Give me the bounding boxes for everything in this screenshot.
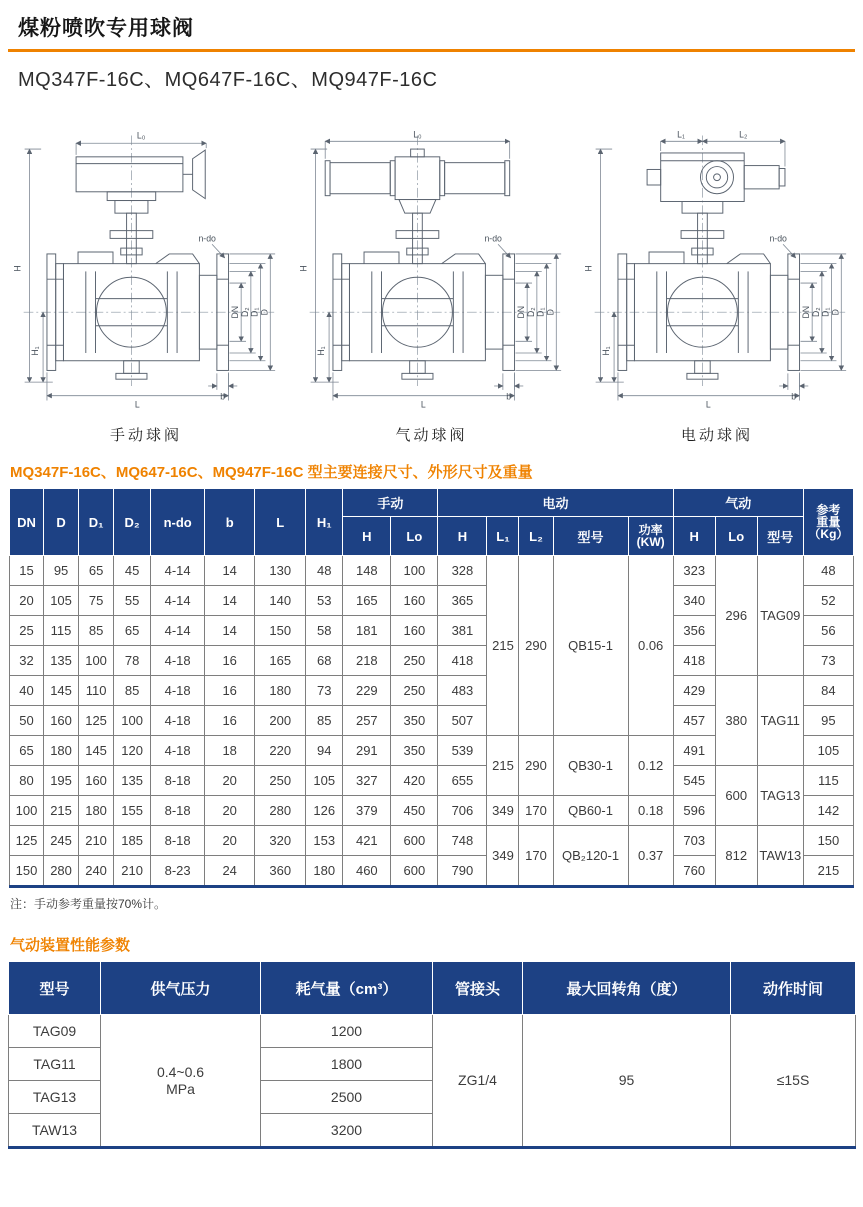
cell-merged: ≤15S	[731, 1015, 856, 1148]
weight-line2: 重量	[816, 515, 841, 529]
cell: 748	[438, 826, 487, 856]
dim-label-l: L	[705, 399, 711, 410]
cell: 15	[10, 556, 44, 586]
cell-merged: 0.06	[628, 556, 673, 736]
cell: 155	[114, 796, 151, 826]
cell: 491	[673, 736, 715, 766]
dim-label-b: b	[791, 391, 797, 402]
cell: 257	[343, 706, 391, 736]
cell: 600	[391, 856, 438, 887]
col-pipe-joint: 管接头	[433, 962, 523, 1015]
cell-merged: 812	[715, 826, 757, 887]
cell: 135	[114, 766, 151, 796]
cell: 210	[114, 856, 151, 887]
cell: 100	[10, 796, 44, 826]
cell: 1800	[261, 1048, 433, 1081]
cell: 16	[205, 676, 255, 706]
cell: 95	[803, 706, 853, 736]
pressure-line1: 0.4~0.6	[156, 1063, 205, 1080]
col-pneumatic-lo: Lo	[715, 517, 757, 556]
cell: 25	[10, 616, 44, 646]
dim-label-d2: D₂	[525, 307, 536, 318]
cell: 65	[114, 616, 151, 646]
cell: 125	[79, 706, 114, 736]
cell: 4-14	[151, 616, 205, 646]
col-d2: D₂	[114, 489, 151, 556]
cell: 48	[306, 556, 343, 586]
cell: 1200	[261, 1015, 433, 1048]
cell: 185	[114, 826, 151, 856]
cell: 100	[391, 556, 438, 586]
col-air-consumption: 耗气量（cm³）	[261, 962, 433, 1015]
table-note: 注：手动参考重量按70%计。	[10, 897, 167, 911]
table-row	[10, 556, 854, 586]
cell: 78	[114, 646, 151, 676]
cell: 215	[44, 796, 79, 826]
dim-label-h1: H₁	[315, 346, 326, 356]
electric-valve-drawing	[581, 118, 853, 419]
cell: 596	[673, 796, 715, 826]
dim-label-l: L	[420, 399, 426, 410]
cell: 105	[803, 736, 853, 766]
cell: 229	[343, 676, 391, 706]
drawing-caption-electric: 电动球阀	[680, 427, 753, 444]
col-pneumatic-h: H	[673, 517, 715, 556]
cell-merged: 215	[487, 556, 519, 736]
cell: 84	[803, 676, 853, 706]
cell: 170	[519, 796, 553, 826]
cell: 421	[343, 826, 391, 856]
cell: 4-18	[151, 676, 205, 706]
cell: 153	[306, 826, 343, 856]
dim-label-d: D	[544, 309, 555, 316]
header-row	[9, 962, 856, 1015]
dim-label-d1: D₁	[535, 307, 546, 317]
dim-label-n-do: n-do	[198, 233, 216, 244]
cell: 280	[255, 796, 306, 826]
pneumatic-valve-drawing	[296, 118, 568, 419]
cell: 32	[10, 646, 44, 676]
cell-merged: 380	[715, 676, 757, 766]
cell: 418	[438, 646, 487, 676]
col-max-rotation: 最大回转角（度）	[523, 962, 731, 1015]
cell: 250	[391, 646, 438, 676]
cell-merged: 0.12	[628, 736, 673, 796]
cell: 220	[255, 736, 306, 766]
weight-line3: （Kg）	[808, 527, 849, 541]
cell: 150	[803, 826, 853, 856]
cell-merged: 215	[487, 736, 519, 796]
weight-line1: 参考	[816, 503, 841, 517]
cell: 8-18	[151, 826, 205, 856]
cell: 85	[114, 676, 151, 706]
cell-merged: 170	[519, 826, 553, 887]
valve-drawings	[8, 92, 855, 449]
cell: 760	[673, 856, 715, 887]
dim-label-h1: H₁	[30, 346, 41, 356]
cell: 0.18	[628, 796, 673, 826]
dim-label-l0: L₀	[136, 130, 146, 141]
cell: 4-18	[151, 736, 205, 766]
cell: 2500	[261, 1081, 433, 1114]
cell-merged: TAW13	[757, 826, 803, 887]
model-subtitle: MQ347F-16C、MQ647F-16C、MQ947F-16C	[18, 69, 438, 91]
cell: 165	[343, 586, 391, 616]
col-manual-h: H	[343, 517, 391, 556]
cell: 218	[343, 646, 391, 676]
dimension-table-header	[10, 489, 854, 556]
cell: 20	[205, 796, 255, 826]
table-row	[10, 676, 854, 706]
cell: 790	[438, 856, 487, 887]
cell: 55	[114, 586, 151, 616]
cell: 545	[673, 766, 715, 796]
figure-pneumatic-valve	[296, 118, 568, 445]
cell: 365	[438, 586, 487, 616]
dim-label-l1: L₁	[677, 129, 685, 140]
cell: 73	[306, 676, 343, 706]
cell: 240	[79, 856, 114, 887]
cell: 24	[205, 856, 255, 887]
cell: 4-18	[151, 646, 205, 676]
cell: 356	[673, 616, 715, 646]
col-electric-l2: L₂	[519, 517, 553, 556]
power-line1: 功率	[638, 523, 663, 537]
cell: 379	[343, 796, 391, 826]
col-electric-power	[628, 517, 673, 556]
pneumatic-table-header	[9, 962, 856, 1015]
cell: 80	[10, 766, 44, 796]
cell: 507	[438, 706, 487, 736]
drawing-caption-pneumatic: 气动球阀	[395, 427, 468, 444]
cell: 327	[343, 766, 391, 796]
pneumatic-table-title: 气动装置性能参数	[10, 937, 131, 954]
cell: 20	[205, 826, 255, 856]
cell: 429	[673, 676, 715, 706]
cell-merged: TAG11	[757, 676, 803, 766]
cell: 68	[306, 646, 343, 676]
col-electric-model: 型号	[553, 517, 628, 556]
col-supply-pressure: 供气压力	[101, 962, 261, 1015]
gearbox-handwheel-icon	[76, 150, 205, 213]
drawing-caption-manual: 手动球阀	[109, 427, 182, 444]
cell: 8-18	[151, 766, 205, 796]
cell: 110	[79, 676, 114, 706]
cell: 360	[255, 856, 306, 887]
table-row	[9, 1015, 856, 1048]
cell-merged: ZG1/4	[433, 1015, 523, 1148]
dim-label-h: H	[583, 265, 594, 272]
dim-label-h1: H₁	[601, 346, 612, 356]
dim-label-b: b	[220, 391, 226, 402]
cell: 457	[673, 706, 715, 736]
pneumatic-performance-table	[8, 961, 856, 1149]
col-electric-h: H	[438, 517, 487, 556]
cell: 460	[343, 856, 391, 887]
cell: 20	[205, 766, 255, 796]
cell: 150	[255, 616, 306, 646]
power-line2: (KW)	[636, 535, 665, 549]
cell: 105	[44, 586, 79, 616]
cell: 381	[438, 616, 487, 646]
cell: TAG13	[9, 1081, 101, 1114]
dim-label-d2: D₂	[239, 307, 250, 318]
cell: 160	[79, 766, 114, 796]
cell: 4-14	[151, 556, 205, 586]
cell: 95	[44, 556, 79, 586]
cell: TAG11	[9, 1048, 101, 1081]
page-title: 煤粉喷吹专用球阀	[18, 17, 194, 40]
cell: 706	[438, 796, 487, 826]
col-pneumatic-model: 型号	[757, 517, 803, 556]
cell: 245	[44, 826, 79, 856]
cell: 323	[673, 556, 715, 586]
col-l: L	[255, 489, 306, 556]
cell: 160	[44, 706, 79, 736]
l1-l2-dimension	[661, 141, 785, 166]
cell: 140	[255, 586, 306, 616]
cell: 52	[803, 586, 853, 616]
cell: 53	[306, 586, 343, 616]
cell-merged: QB₂120-1	[553, 826, 628, 887]
cell: 450	[391, 796, 438, 826]
dimension-table	[9, 488, 854, 888]
accent-rule	[8, 49, 855, 52]
cell: QB60-1	[553, 796, 628, 826]
cell: 4-14	[151, 586, 205, 616]
cell: 539	[438, 736, 487, 766]
cell: 8-18	[151, 796, 205, 826]
cell: 703	[673, 826, 715, 856]
cell: 75	[79, 586, 114, 616]
cell-merged	[101, 1015, 261, 1148]
dim-label-l2: L₂	[739, 129, 748, 140]
cell: 126	[306, 796, 343, 826]
cell: TAW13	[9, 1114, 101, 1148]
dim-label-d1: D₁	[820, 307, 831, 317]
electric-actuator-icon	[647, 153, 785, 213]
dim-label-dn: DN	[801, 305, 812, 319]
cell: 16	[205, 646, 255, 676]
cell: 135	[44, 646, 79, 676]
cell: 148	[343, 556, 391, 586]
cell: 195	[44, 766, 79, 796]
cell: 8-23	[151, 856, 205, 887]
cell: 328	[438, 556, 487, 586]
cell: 320	[255, 826, 306, 856]
col-electric-l1: L₁	[487, 517, 519, 556]
figure-electric-valve	[581, 118, 853, 445]
cell-merged: 290	[519, 556, 553, 736]
dim-label-d2: D₂	[810, 307, 821, 318]
pneumatic-table-body	[9, 1015, 856, 1148]
dim-label-h: H	[298, 265, 309, 272]
cell-merged: 290	[519, 736, 553, 796]
cell: 94	[306, 736, 343, 766]
cell-merged: TAG09	[757, 556, 803, 676]
cell: 45	[114, 556, 151, 586]
cell: 210	[79, 826, 114, 856]
cell: 180	[306, 856, 343, 887]
dim-label-d1: D₁	[249, 307, 260, 317]
dim-label-h: H	[12, 265, 23, 272]
cell-merged: 95	[523, 1015, 731, 1148]
cell: 58	[306, 616, 343, 646]
cell: 145	[79, 736, 114, 766]
dimension-table-body	[10, 556, 854, 887]
cell: 100	[114, 706, 151, 736]
cell: 350	[391, 736, 438, 766]
col-manual-lo: Lo	[391, 517, 438, 556]
cell: 120	[114, 736, 151, 766]
dim-label-d: D	[830, 309, 841, 316]
group-manual: 手动	[343, 489, 438, 517]
dim-label-l: L	[134, 399, 140, 410]
col-d1: D₁	[79, 489, 114, 556]
cell: 420	[391, 766, 438, 796]
dimension-table-title: MQ347F-16C、MQ647-16C、MQ947F-16C 型主要连接尺寸、外形尺寸及重量	[10, 464, 533, 481]
cell: 180	[255, 676, 306, 706]
cell: 142	[803, 796, 853, 826]
figure-manual-valve	[10, 118, 282, 445]
cell: TAG09	[9, 1015, 101, 1048]
dim-label-l0: L₀	[412, 129, 422, 140]
cell: 85	[79, 616, 114, 646]
table-row	[10, 826, 854, 856]
cell: 200	[255, 706, 306, 736]
group-pneumatic: 气动	[673, 489, 803, 517]
cell: 50	[10, 706, 44, 736]
header-group-row	[10, 489, 854, 517]
cell: 73	[803, 646, 853, 676]
cell: 250	[255, 766, 306, 796]
col-h1: H₁	[306, 489, 343, 556]
cell: 14	[205, 586, 255, 616]
col-d: D	[44, 489, 79, 556]
cell: 40	[10, 676, 44, 706]
cell: 165	[255, 646, 306, 676]
cell: 349	[487, 796, 519, 826]
cell: 600	[391, 826, 438, 856]
cell: 150	[10, 856, 44, 887]
cell: 4-18	[151, 706, 205, 736]
table-row	[10, 766, 854, 796]
cell: 160	[391, 586, 438, 616]
cell: 14	[205, 616, 255, 646]
col-action-time: 动作时间	[731, 962, 856, 1015]
cell: 160	[391, 616, 438, 646]
cell: 340	[673, 586, 715, 616]
cell: 215	[803, 856, 853, 887]
dim-label-n-do: n-do	[769, 233, 787, 244]
cell: 655	[438, 766, 487, 796]
cell-merged: TAG13	[757, 766, 803, 826]
col-weight	[803, 489, 853, 556]
pressure-line2: MPa	[166, 1080, 195, 1097]
cell-merged: 296	[715, 556, 757, 676]
cell: 65	[10, 736, 44, 766]
col-b: b	[205, 489, 255, 556]
dim-label-d: D	[259, 309, 270, 316]
cell: 350	[391, 706, 438, 736]
manual-valve-drawing	[10, 118, 282, 419]
cell: 20	[10, 586, 44, 616]
cell: 115	[44, 616, 79, 646]
cell: 145	[44, 676, 79, 706]
cell: 16	[205, 706, 255, 736]
cell: 291	[343, 736, 391, 766]
cell: 180	[44, 736, 79, 766]
cell: 125	[10, 826, 44, 856]
cell: 418	[673, 646, 715, 676]
cell: 115	[803, 766, 853, 796]
cell-merged: 0.37	[628, 826, 673, 887]
cell-merged: QB30-1	[553, 736, 628, 796]
cell: 181	[343, 616, 391, 646]
dim-label-dn: DN	[230, 305, 241, 319]
cell: 65	[79, 556, 114, 586]
cell: 56	[803, 616, 853, 646]
col-n-do: n-do	[151, 489, 205, 556]
cell: 3200	[261, 1114, 433, 1148]
cell-merged: QB15-1	[553, 556, 628, 736]
cell: 180	[79, 796, 114, 826]
dim-label-dn: DN	[515, 305, 526, 319]
cell: 18	[205, 736, 255, 766]
cell: 483	[438, 676, 487, 706]
cell: 105	[306, 766, 343, 796]
cell: 280	[44, 856, 79, 887]
dim-label-b: b	[505, 391, 511, 402]
cell-merged: 600	[715, 766, 757, 826]
dim-label-n-do: n-do	[483, 233, 502, 244]
cell: 130	[255, 556, 306, 586]
cell: 250	[391, 676, 438, 706]
group-electric: 电动	[438, 489, 673, 517]
cell: 14	[205, 556, 255, 586]
col-dn: DN	[10, 489, 44, 556]
l0-dimension	[76, 143, 206, 155]
cell-merged: 349	[487, 826, 519, 887]
cell: 85	[306, 706, 343, 736]
col-model: 型号	[9, 962, 101, 1015]
cell: 48	[803, 556, 853, 586]
cell: 100	[79, 646, 114, 676]
